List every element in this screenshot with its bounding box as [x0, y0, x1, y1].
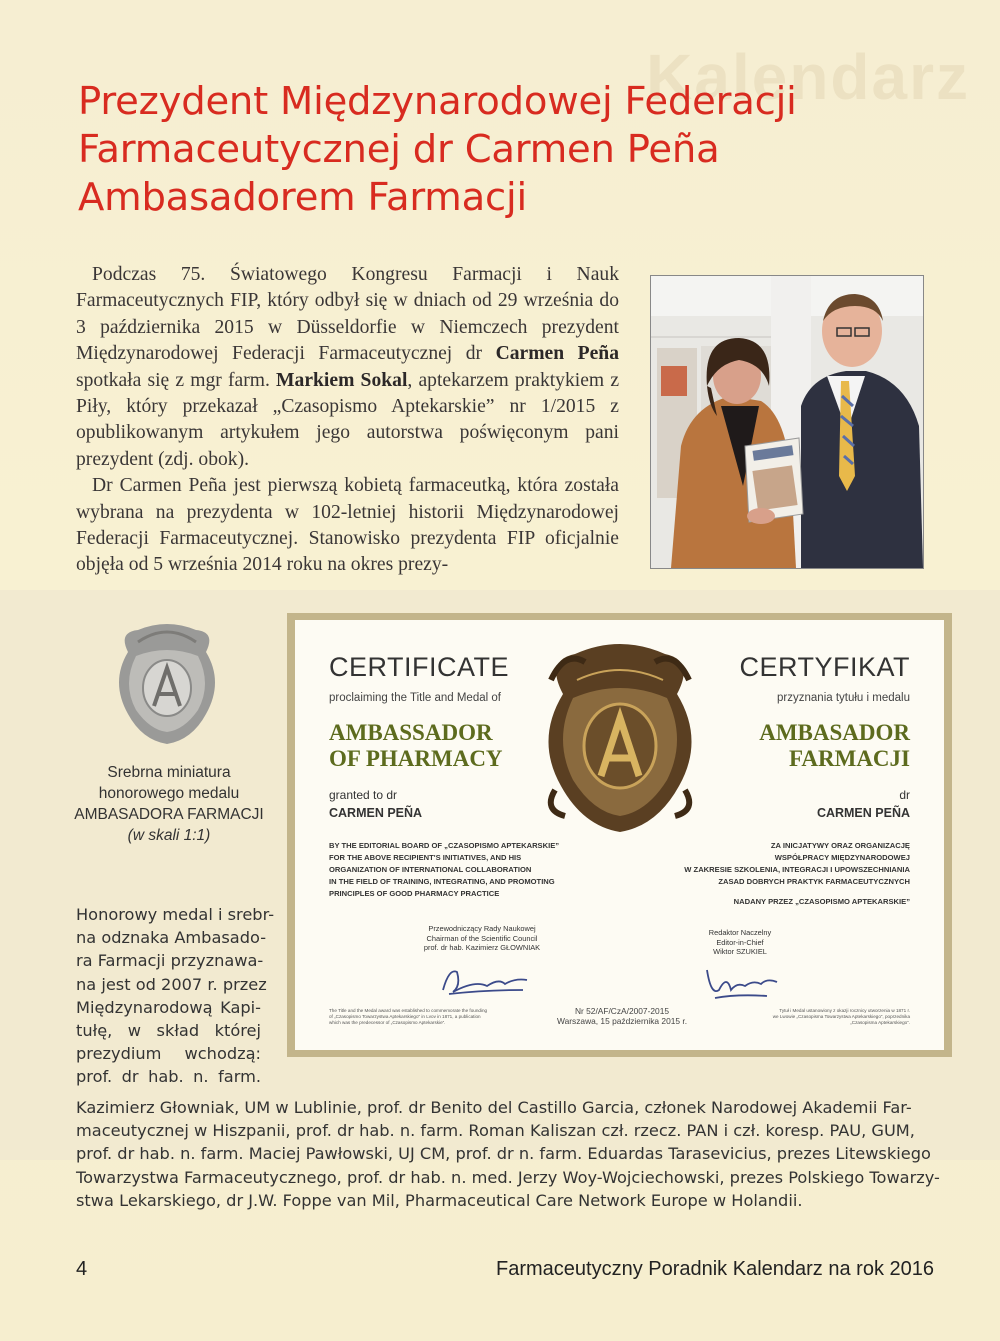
cert-signatory-left — [417, 924, 547, 953]
cert-recipient-en: CARMEN PEÑA — [329, 806, 423, 820]
caption-line: honorowego medalu — [98, 785, 240, 802]
side-line: tułę, w skład której — [76, 1021, 261, 1041]
cert-number: Nr 52/AF/CzA/2007-2015 — [574, 1006, 670, 1016]
cert-proclaim-en: proclaiming the Title and Medal of — [329, 692, 501, 704]
cert-reason-line: WSPÓŁPRACY MIĘDZYNARODOWEJ — [774, 853, 910, 862]
cert-reason-line: ZASAD DOBRYCH PRAKTYK FARMACEUTYCZNYCH — [718, 877, 910, 886]
cert-title-en-2: OF PHARMACY — [329, 746, 503, 771]
caption-line: AMBASADORA FARMACJI — [74, 806, 264, 823]
publication-title: Farmaceutyczny Poradnik Kalendarz na rok 2016 — [495, 1258, 934, 1280]
cert-number-date — [557, 1006, 687, 1026]
caption-line-scale: (w skali 1:1) — [127, 827, 211, 844]
cert-footnote-en — [329, 1008, 487, 1026]
cert-reason-line: NADANY PRZEZ „CZASOPISMO APTEKARSKIE” — [733, 897, 910, 906]
photo-illustration — [651, 276, 923, 568]
cert-title-en-1: AMBASSADOR — [329, 720, 493, 745]
cert-reason-line: IN THE FIELD OF TRAINING, INTEGRATING, AND PROMOTING — [329, 877, 555, 886]
cert-granted-en: granted to dr — [329, 788, 398, 802]
headline-line: Prezydent Międzynarodowej Federacji — [78, 79, 797, 124]
article-headline — [78, 78, 958, 222]
cert-proclaim-pl: przyznania tytułu i medalu — [777, 692, 910, 704]
text-span: Podczas 75. Światowego Kongresu Farmacji i Nauk Farmaceutycznych FIP, który odbył się w dniach od 29 września do 3 października 2015 w Düsseldorfie w Niemczech prezydent Międzynarodowej Federacji Farmaceutycznej dr — [76, 264, 619, 365]
cert-sig-line: Chairman of the Scientific Council — [426, 933, 538, 943]
bottom-paragraph — [76, 1096, 938, 1212]
paragraph-intro — [76, 262, 619, 473]
medal-caption — [62, 762, 276, 846]
cert-reason-line: ORGANIZATION OF INTERNATIONAL COLLABORATION — [329, 865, 532, 874]
cert-footnote-pl — [773, 1008, 910, 1026]
cert-signatory-right — [685, 928, 795, 957]
page-number: 4 — [76, 1258, 88, 1280]
cert-foot-line: Tytuł i Medal ustanowiony z okazji rocznicy utworzenia w 1871 r. — [779, 1008, 910, 1013]
bottom-line: prof. dr hab. n. farm. Maciej Pawłowski, UJ CM, prof. dr n. farm. Eduardas Tarasevicius, prezes Litewskiego — [76, 1144, 931, 1164]
text-span: , aptekarzem praktykiem z Piły, który przekazał „Czasopismo Aptekarskie” nr 1/2015 z opublikowanym artykułem jego autorstwa poświęconym pani prezydent (zdj. obok). — [76, 369, 620, 470]
cert-place-date: Warszawa, 15 października 2015 r. — [557, 1016, 688, 1026]
certificate — [295, 620, 944, 1050]
bottom-line: maceutycznej w Hiszpanii, prof. dr hab. n. farm. Roman Kaliszan czł. rzecz. PAN i czł. koresp. PAU, GUM, — [76, 1121, 915, 1141]
signature-left-icon — [435, 960, 535, 1000]
article-body — [76, 262, 619, 579]
cert-reason-line: W ZAKRESIE SZKOLENIA, INTEGRACJI I UPOWSZECHNIANIA — [684, 865, 910, 874]
cert-reason-pl — [684, 840, 910, 908]
cert-title-pl-1: AMBASADOR — [759, 720, 910, 745]
cert-foot-line: which was the predecessor of „Czasopismo Aptekarskie”. — [329, 1020, 446, 1025]
bronze-medal-icon — [535, 640, 705, 840]
cert-sig-line: Przewodniczący Rady Naukowej — [428, 924, 536, 933]
side-line: Międzynarodową Kapi- — [76, 997, 261, 1017]
bottom-line: stwa Lekarskiego, dr J.W. Foppe van Mil, Pharmaceutical Care Network Europe w Holandii. — [76, 1190, 803, 1210]
signature-right-icon — [697, 960, 787, 1004]
side-line: prezydium wchodzą: — [76, 1044, 261, 1064]
side-line: ra Farmacji przyznawa- — [76, 951, 264, 971]
cert-reason-line: BY THE EDITORIAL BOARD OF „CZASOPISMO APTEKARSKIE” — [329, 841, 560, 850]
cert-sig-line: Wiktor SZUKIEL — [713, 947, 767, 956]
headline-line: Ambasadorem Farmacji — [78, 175, 527, 220]
bottom-line: Kazimierz Głowniak, UM w Lublinie, prof. dr Benito del Castillo Garcia, członek Narodowej Akademii Far- — [76, 1098, 912, 1117]
cert-title-pl-2: FARMACJI — [789, 746, 910, 771]
cert-foot-line: „Czasopisma Aptekarskiego”. — [850, 1020, 910, 1025]
cert-sig-line: prof. dr hab. Kazimierz GŁOWNIAK — [423, 943, 541, 952]
cert-sig-line: Redaktor Naczelny — [708, 928, 772, 937]
cert-recipient-pl: CARMEN PEÑA — [816, 806, 910, 820]
paragraph-second: Dr Carmen Peña jest pierwszą kobietą farmaceutką, która została wybrana na prezydenta w 102-letniej historii Międzynarodowej Federacji Farmaceutycznej. Stanowisko prezydenta FIP oficjalnie objęła od 5 września 2014 roku na okres prezy- — [76, 475, 619, 576]
cert-reason-line: FOR THE ABOVE RECIPIENT'S INITIATIVES, AND HIS — [329, 853, 522, 862]
side-line: na jest od 2007 r. przez — [76, 974, 267, 994]
bold-name-sokal: Markiem Sokal — [276, 369, 408, 391]
cert-heading-en: CERTIFICATE — [329, 652, 510, 682]
side-line: prof. dr hab. n. farm. — [76, 1067, 261, 1087]
cert-foot-line: The Title and the Medal award was established to commemorate the founding — [329, 1008, 488, 1013]
cert-reason-en — [329, 840, 559, 900]
text-span: spotkała się z mgr farm. — [76, 369, 277, 391]
background-watermark-text: Kalendarz — [646, 41, 970, 113]
bottom-line: Towarzystwa Farmaceutycznego, prof. dr hab. n. med. Jerzy Woy-Wojciechowski, prezes Polskiego Towarzy- — [76, 1167, 940, 1187]
bold-name-pena: Carmen Peña — [495, 343, 619, 365]
headline-line: Farmaceutycznej dr Carmen Peña — [78, 127, 720, 172]
side-line: Honorowy medal i srebr- — [76, 905, 275, 924]
caption-line: Srebrna miniatura — [107, 764, 231, 781]
cert-reason-line: ZA INICJATYWY ORAZ ORGANIZACJĘ — [770, 841, 910, 850]
side-line: na odznaka Ambasado- — [76, 928, 267, 948]
medal-icon — [108, 622, 226, 748]
cert-reason-line: PRINCIPLES OF GOOD PHARMACY PRACTICE — [329, 889, 500, 898]
cert-sig-line: Editor-in-Chief — [716, 937, 764, 947]
cert-heading-pl: CERTYFIKAT — [739, 652, 910, 682]
cert-granted-pl: dr — [899, 788, 910, 802]
side-paragraph — [76, 903, 275, 1089]
cert-foot-line: of „Czasopismo Towarzystwa Aptekarskiego” in Lvov in 1871, a publication — [329, 1014, 481, 1019]
certificate-frame — [287, 613, 952, 1057]
event-photo — [650, 275, 924, 569]
silver-medal-image — [108, 622, 226, 748]
cert-foot-line: we Lwowie „Czasopisma Towarzystwa Aptekarskiego”, poprzednika — [772, 1014, 910, 1019]
